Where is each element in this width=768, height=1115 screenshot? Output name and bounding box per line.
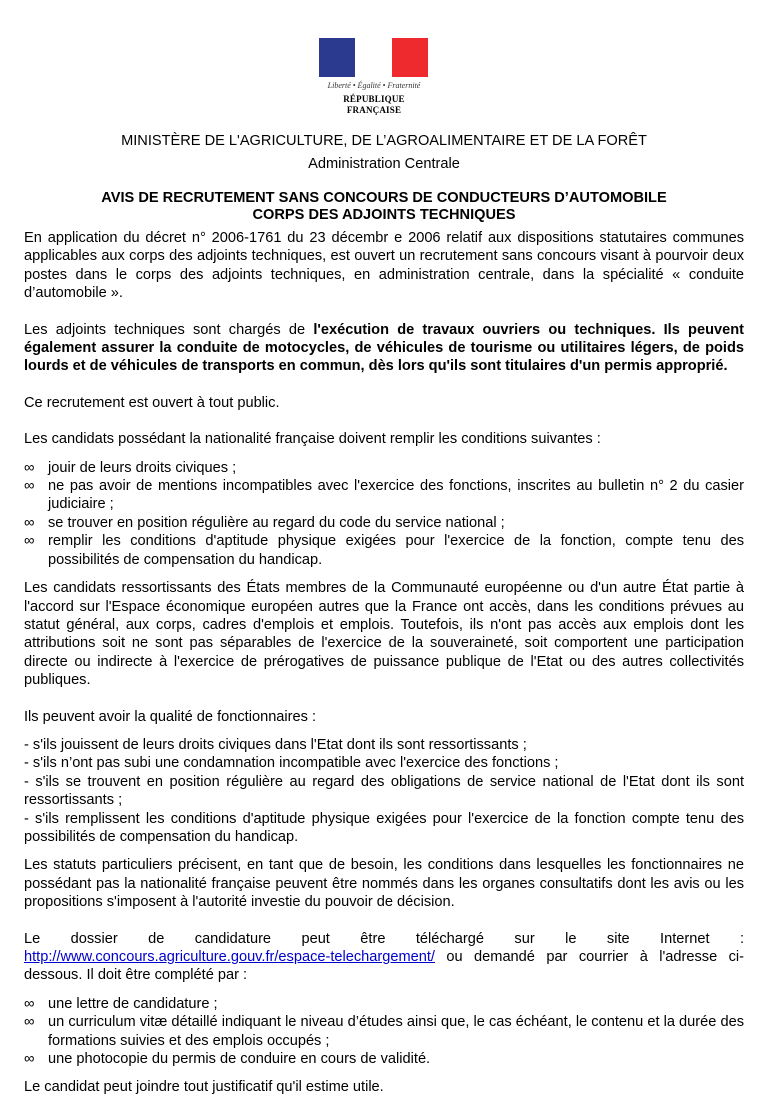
tricolor-flag — [319, 38, 428, 77]
document-title: AVIS DE RECRUTEMENT SANS CONCOURS DE CONDUCTEURS D’AUTOMOBILE CORPS DES ADJOINTS TECHNIQUES — [101, 190, 667, 223]
paragraph-dossier: Le dossier de candidature peut être téléchargé sur le site Internet : http://www.concours.agriculture.gouv.fr/espace-telechargement/ ou demandé par courrier à l'adresse ci-dessous. Il doit être complété par : — [24, 930, 744, 984]
list-item: ∞ une photocopie du permis de conduire en cours de validité. — [24, 1051, 431, 1068]
list-item: ∞ un curriculum vitæ détaillé indiquant le niveau d’études ainsi que, le cas échéant, le contenu et la durée des formations suivies et des emplois occupés ; — [24, 1014, 744, 1049]
dash-list — [24, 736, 744, 846]
paragraph-statuts: Les statuts particuliers précisent, en tant que de besoin, les conditions dans lesquelles les fonctionnaires ne possédant pas la nationalité française peuvent être nommés dans les organes consultatifs dont les avis ou les propositions s'imposent à l'autorité investie du pouvoir de décision. — [24, 857, 744, 911]
list-item: - s'ils remplissent les conditions d'aptitude physique exigées pour l'exercice de la fonction compte tenu des possibilités de compensation du handicap. — [24, 810, 744, 845]
bullet-icon: ∞ — [24, 1051, 35, 1068]
list-item: ∞ se trouver en position régulière au regard du code du service national ; — [24, 514, 505, 531]
list-item: ∞ une lettre de candidature ; — [24, 995, 218, 1012]
paragraph-fonctionnaires: Ils peuvent avoir la qualité de fonctionnaires : — [24, 708, 317, 725]
list-item: ∞ jouir de leurs droits civiques ; — [24, 459, 237, 476]
logo-name: RÉPUBLIQUE FRANÇAISE — [343, 94, 405, 115]
paragraph-open: Ce recrutement est ouvert à tout public. — [24, 394, 280, 411]
logo-motto: Liberté • Égalité • Fraternité — [327, 81, 421, 90]
bullet-icon: ∞ — [24, 533, 35, 550]
download-link[interactable]: http://www.concours.agriculture.gouv.fr/espace-telechargement/ — [24, 949, 435, 965]
paragraph-eu: Les candidats ressortissants des États membres de la Communauté européenne ou d'un autre État partie à l'accord sur l'Espace économique européen autres que la France ont accès, dans les conditions prévues au statut général, aux corps, cadres d'emplois et emplois. Toutefois, ils n'ont pas accès aux emplois dont les attributions soit ne sont pas séparables de l'exercice de la souveraineté, soit comportent une participation directe ou indirecte à l'exercice de prérogatives de puissance publique de l'Etat ou des autres collectivités publiques. — [24, 580, 744, 689]
paragraph-conditions: Les candidats possédant la nationalité française doivent remplir les conditions suivantes : — [24, 431, 601, 448]
list-item: - s'ils n’ont pas subi une condamnation incompatible avec l'exercice des fonctions ; — [24, 755, 559, 772]
paragraph-intro: En application du décret n° 2006-1761 du 23 décembr e 2006 relatif aux dispositions statutaires communes applicables aux corps des adjoints techniques, est ouvert un recrutement sans concours visant à pourvoir deux postes dans le corps des adjoints techniques, en administration centrale, dans la spécialité « conduite d’automobile ». — [24, 230, 744, 302]
documents-list — [24, 995, 744, 1069]
bullet-icon: ∞ — [24, 514, 35, 531]
list-item: ∞ remplir les conditions d'aptitude physique exigées pour l'exercice de la fonction, compte tenu des possibilités de compensation du handicap. — [24, 533, 744, 568]
list-item: - s'ils se trouvent en position régulière au regard des obligations de service national de l'Etat dont ils sont ressortissants ; — [24, 773, 744, 809]
paragraph-justificatif: Le candidat peut joindre tout justificatif qu'il estime utile. — [24, 1079, 384, 1096]
paragraph-duties: Les adjoints techniques sont chargés de l'exécution de travaux ouvriers ou techniques. Ils peuvent également assurer la conduite de motocycles, de véhicules de tourisme ou utilitaires légers, de poids lourds et de véhicules de transports en commun, dès lors qu'ils sont titulaires d'un permis approprié. — [24, 321, 745, 375]
marianne-logo — [318, 20, 430, 115]
bullet-icon: ∞ — [24, 459, 35, 476]
document-body — [24, 190, 744, 1115]
list-item: ∞ ne pas avoir de mentions incompatibles avec l'exercice des fonctions, inscrites au bulletin n° 2 du casier judiciaire ; — [24, 478, 744, 513]
bullet-icon: ∞ — [24, 1014, 35, 1031]
bullet-icon: ∞ — [24, 478, 35, 495]
ministry-name: MINISTÈRE DE L'AGRICULTURE, DE L’AGROALIMENTAIRE ET DE LA FORÊT — [121, 133, 647, 149]
administration-name: Administration Centrale — [308, 156, 460, 172]
conditions-list — [24, 459, 744, 569]
list-item: - s'ils jouissent de leurs droits civiques dans l'Etat dont ils sont ressortissants ; — [24, 736, 527, 753]
bullet-icon: ∞ — [24, 995, 35, 1012]
